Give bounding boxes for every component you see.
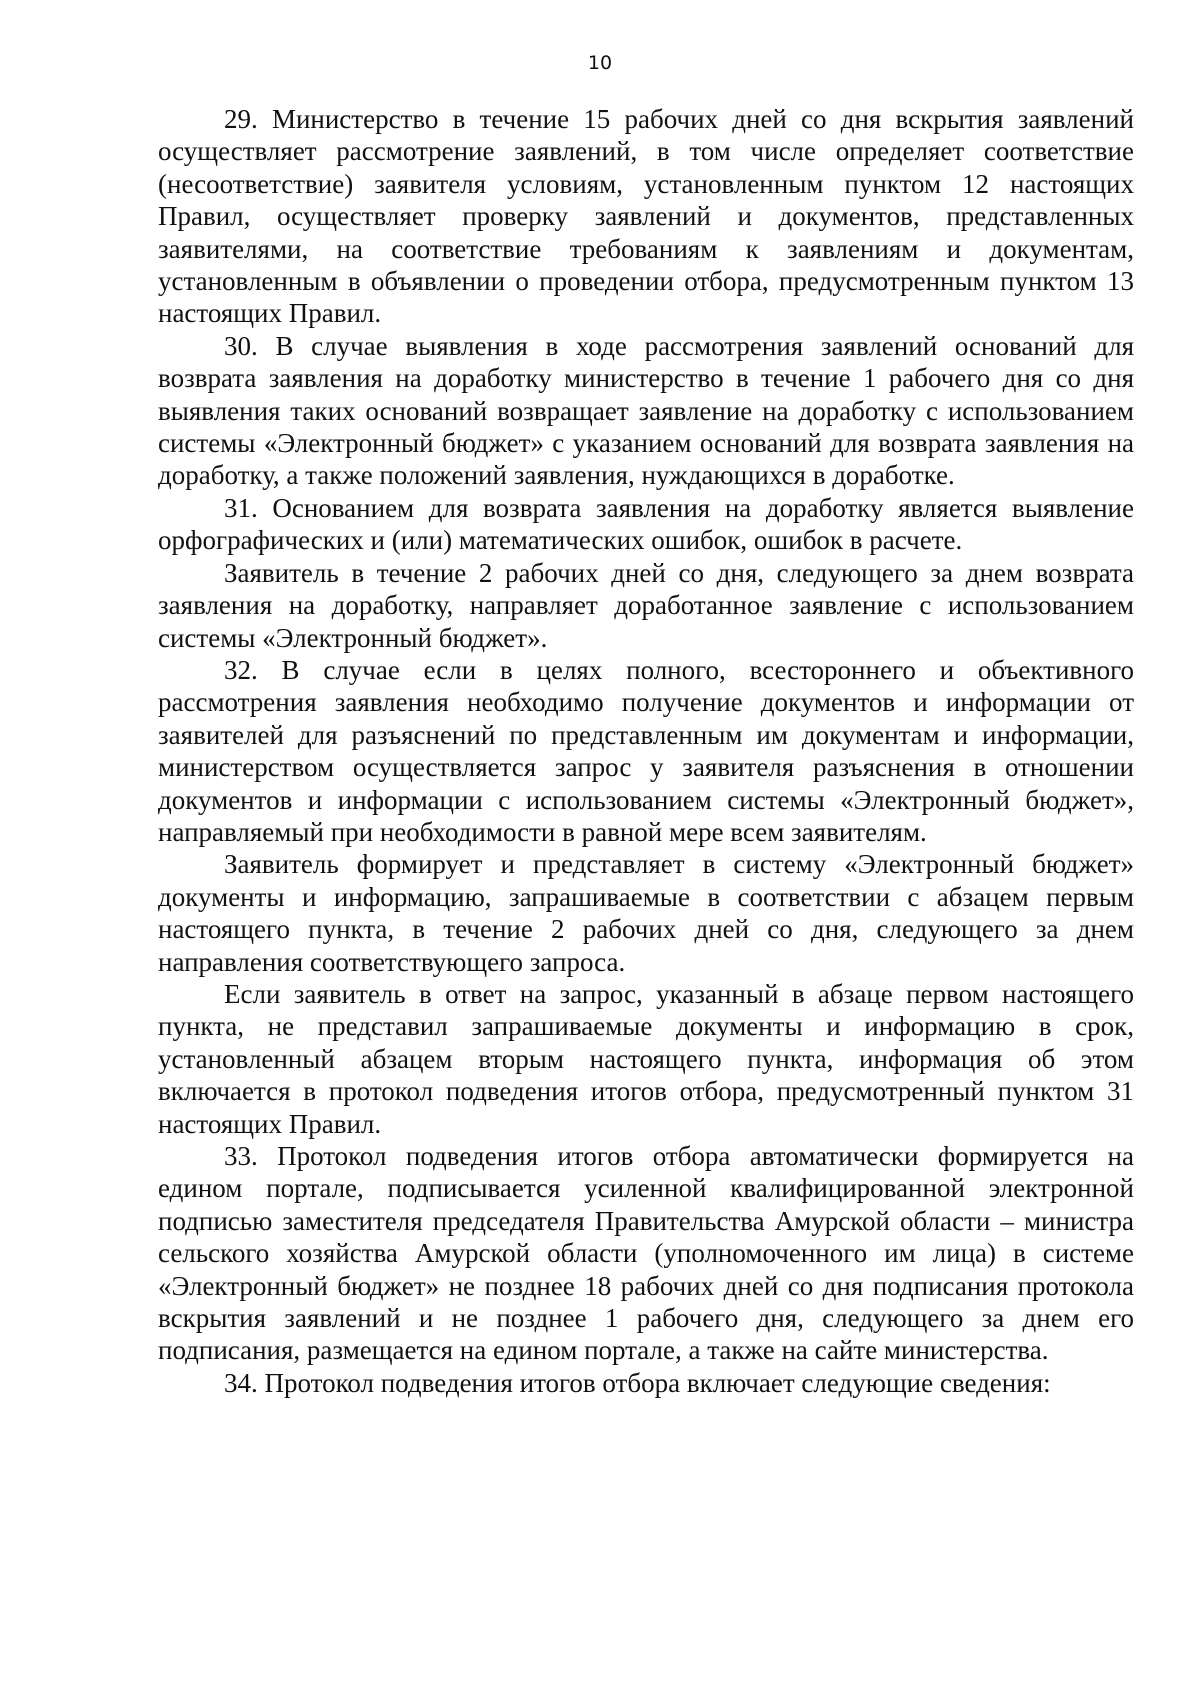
paragraph-29: 29. Министерство в течение 15 рабочих дней со дня вскрытия заявлений осуществляет рассмотрение заявлений, в том числе определяет соответствие (несоответствие) заявителя условиям, установленным пунктом 12 настоящих Правил, осуществляет проверку заявлений и документов, представленных заявителями, на соответствие требованиям к заявлениям и документам, установленным в объявлении о проведении отбора, предусмотренным пунктом 13 настоящих Правил. <box>158 104 1134 329</box>
paragraph-33: 33. Протокол подведения итогов отбора автоматически формируется на едином портале, подписывается усиленной квалифицированной электронной подписью заместителя председателя Правительства Амурской области – министра сельского хозяйства Амурской области (уполномоченного им лица) в системе «Электронный бюджет» не позднее 18 рабочих дней со дня подписания протокола вскрытия заявлений и не позднее 1 рабочего дня, следующего за днем его подписания, размещается на едином портале, а также на сайте министерства. <box>158 1141 1134 1366</box>
paragraph-32: 32. В случае если в целях полного, всестороннего и объективного рассмотрения заявления необходимо получение документов и информации от заявителей для разъяснений по представленным им документам и информации, министерством осуществляется запрос у заявителя разъяснения в отношении документов и информации с использованием системы «Электронный бюджет», направляемый при необходимости в равной мере всем заявителям. <box>158 654 1134 847</box>
paragraph-31-second: Заявитель в течение 2 рабочих дней со дня, следующего за днем возврата заявления на доработку, направляет доработанное заявление с использованием системы «Электронный бюджет». <box>158 557 1134 653</box>
paragraph-31: 31. Основанием для возврата заявления на доработку является выявление орфографических и (или) математических ошибок, ошибок в расчете. <box>158 492 1134 556</box>
paragraph-34: 34. Протокол подведения итогов отбора включает следующие сведения: <box>224 1367 1051 1398</box>
page-number: 10 <box>587 52 613 74</box>
paragraph-32-third: Если заявитель в ответ на запрос, указанный в абзаце первом настоящего пункта, не представил запрашиваемые документы и информацию в срок, установленный абзацем вторым настоящего пункта, информация об этом включается в протокол подведения итогов отбора, предусмотренный пунктом 31 настоящих Правил. <box>158 978 1134 1139</box>
paragraph-30: 30. В случае выявления в ходе рассмотрения заявлений оснований для возврата заявления на доработку министерство в течение 1 рабочего дня со дня выявления таких оснований возвращает заявление на доработку с использованием системы «Электронный бюджет» с указанием оснований для возврата заявления на доработку, а также положений заявления, нуждающихся в доработке. <box>158 330 1134 491</box>
document-body <box>158 103 1134 1399</box>
paragraph-32-second: Заявитель формирует и представляет в систему «Электронный бюджет» документы и информацию, запрашиваемые в соответствии с абзацем первым настоящего пункта, в течение 2 рабочих дней со дня, следующего за днем направления соответствующего запроса. <box>158 849 1134 977</box>
